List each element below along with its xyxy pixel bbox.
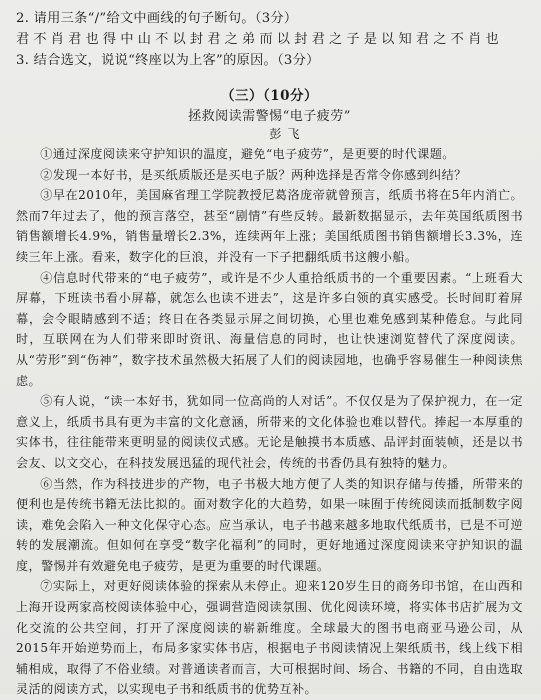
paragraph-5: ⑤有人说，“读一本好书，犹如同一位高尚的人对话”。不仅仅是为了保护视力，在一定意义上，纸质书具有更为丰富的文化意涵，所带来的文化体验也难以替代。捧起一本厚重的实体书，往往能带来更明显的阅读仪式感。无论是触摸书本质感、品评封面装帧，还是以书会友、以文交心，在科技发展迅猛的现代社会，传统的书香仍具有独特的魅力。 <box>16 394 523 470</box>
paragraph-3: ③早在2010年，美国麻省理工学院教授尼葛洛庞帝就曾预言，纸质书将在5年内消亡。然而7年过去了，他的预言落空，甚至“剧情”有些反转。最新数据显示，去年英国纸质图书销售额增长4.9%，销售量增长2.3%，连续两年上涨；美国纸质图书销售额增长3.3%，连续三年上涨。看来，数字化的巨浪，并没有一下子把翻纸质书这艘小船。 <box>16 188 523 264</box>
paragraph-4: ④信息时代带来的“电子疲劳”，或许是不少人重拾纸质书的一个重要因素。“上班看大屏幕，下班读书看小屏幕，就怎么也读不进去”，这是许多白领的真实感受。长时间盯着屏幕，会令眼睛感到不适；终日在各类显示屏之间切换，心里也难免感到某种倦怠。与此同时，互联网在为人们带来即时资讯、海量信息的同时，也让快速浏览替代了深度阅读。从“劳形”到“伤神”，数字技术虽然极大拓展了人们的阅读园地，也确乎容易催生一种阅读焦虑。 <box>16 270 523 388</box>
article-body <box>16 144 523 700</box>
question-2-sentence: 君不肖君也得中山不以封君之弟而以封君之子是以知君之不肖也 <box>16 32 503 47</box>
paragraph-1: ①通过深度阅读来守护知识的温度，避免“电子疲劳”，是更要的时代课题。 <box>40 147 455 161</box>
article-title: 拯救阅读需警惕“电子疲劳” <box>188 109 351 124</box>
paragraph-6: ⑥当然，作为科技进步的产物，电子书极大地方便了人类的知识存储与传播，所带来的便利也是传统书籍无法比拟的。面对数字化的大趋势，如果一味囿于传统阅读而抵制数字阅读，难免会陷入一种文化保守心态。应当承认，电子书越来越多地取代纸质书，已是不可逆转的发展潮流。但如何在享受“数字化福利”的同时，更好地通过深度阅读来守护知识的温度，警惕并有效避免电子疲劳，是更为重要的时代课题。 <box>16 476 523 573</box>
paragraph-2: ②发现一本好书，是买纸质版还是买电子版？两种选择是否常令你感到纠结？ <box>40 167 467 182</box>
paragraph-7: ⑦实际上，对更好阅读体验的探索从未停止。迎来120岁生日的商务印书馆，在山西和上海开设两家高校阅读体验中心，强调营造阅读氛围、优化阅读环境，将实体书店扩展为文化交流的公共空间，打开了深度阅读的崭新维度。全球最大的图书电商亚马逊公司，从2015年开始逆势而上，布局多家实体书店，根据电子书阅读情况上架纸质书，线上线下相辅相成，取得了不俗业绩。对普通读者而言，大可根据时间、场合、书籍的不同，自由选取灵活的阅读方式，以实现电子书和纸质书的优势互补。 <box>16 579 523 697</box>
question-3: 3. 结合选文，说说“终座以为上客”的原因。（3分） <box>16 53 320 68</box>
question-2: 2. 请用三条“/”给文中画线的句子断句。（3分） <box>16 11 298 26</box>
article-author: 彭飞 <box>269 127 306 141</box>
section-title: （三）（10分） <box>220 88 319 104</box>
